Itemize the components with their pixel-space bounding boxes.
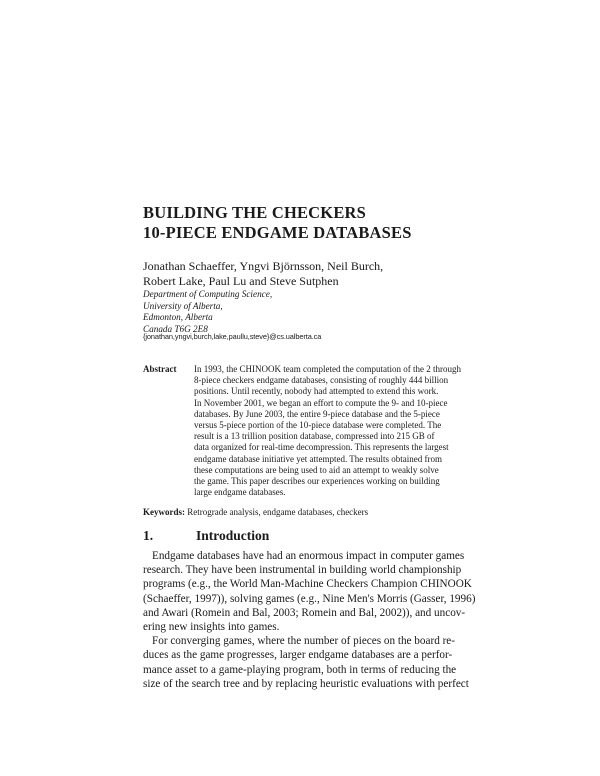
affiliation-university: University of Alberta, (143, 300, 223, 311)
abstract-text (194, 364, 461, 498)
keywords-label: Keywords: (143, 507, 185, 517)
paper-title (143, 203, 412, 243)
body-line: Endgame databases have had an enormous impact in computer games (152, 550, 465, 562)
authors-line-2: Robert Lake, Paul Lu and Steve Sutphen (143, 273, 339, 288)
abstract-line: positions. Until recently, nobody had attempted to extend this work. (194, 386, 439, 397)
title-line-1: BUILDING THE CHECKERS (143, 203, 367, 222)
abstract-line: In 1993, the CHINOOK team completed the computation of the 2 through (194, 364, 461, 374)
body-line: size of the search tree and by replacing heuristic evaluations with perfect (143, 677, 469, 690)
abstract-line: these computations are being used to aid an attempt to weakly solve (194, 464, 439, 475)
keywords (143, 507, 368, 518)
author-email: {jonathan,yngvi,burch,lake,paullu,steve}@cs.ualberta.ca (143, 332, 322, 341)
abstract-line: the game. This paper describes our experiences working on building (194, 476, 440, 487)
abstract-line: large endgame databases. (194, 487, 286, 498)
body-line: mance asset to a game-playing program, both in terms of reducing the (143, 663, 457, 676)
abstract-label: Abstract (143, 364, 177, 374)
abstract-line: endgame database initiative yet attempted. The results obtained from (194, 453, 443, 464)
body-line: research. They have been instrumental in building world championship (143, 564, 462, 577)
body-line: programs (e.g., the World Man-Machine Checkers Champion CHINOOK (143, 578, 472, 591)
affiliation-department: Department of Computing Science, (143, 289, 273, 299)
affiliation-country: Canada T6G 2E8 (143, 323, 208, 334)
authors-line-1: Jonathan Schaeffer, Yngvi Björnsson, Neil Burch, (143, 259, 384, 273)
section-heading (143, 528, 269, 544)
body-line: and Awari (Romein and Bal, 2003; Romein and Bal, 2002)), and uncov- (143, 606, 466, 619)
body-line: duces as the game progresses, larger endgame databases are a perfor- (143, 649, 453, 662)
affiliation (143, 289, 272, 335)
keywords-text: Retrograde analysis, endgame databases, checkers (187, 507, 369, 517)
section-number: 1. (143, 528, 154, 543)
body-line: For converging games, where the number of pieces on the board re- (152, 635, 455, 648)
title-line-2: 10-PIECE ENDGAME DATABASES (143, 223, 412, 242)
affiliation-city: Edmonton, Alberta (143, 312, 213, 323)
author-list (143, 259, 383, 288)
introduction-text (143, 549, 476, 691)
abstract-line: 8-piece checkers endgame databases, consisting of roughly 444 billion (194, 375, 449, 386)
abstract-line: databases. By June 2003, the entire 9-piece database and the 5-piece (194, 408, 440, 419)
section-title: Introduction (196, 528, 270, 543)
abstract-line: data organized for real-time decompression. This represents the largest (194, 442, 449, 453)
abstract-line: In November 2001, we began an effort to compute the 9- and 10-piece (194, 397, 448, 408)
body-line: ering new insights into games. (143, 621, 280, 634)
abstract-line: versus 5-piece portion of the 10-piece database were completed. The (194, 420, 442, 431)
abstract-line: result is a 13 trillion position database, compressed into 215 GB of (194, 431, 435, 442)
body-line: (Schaeffer, 1997)), solving games (e.g., Nine Men's Morris (Gasser, 1996) (143, 592, 476, 605)
